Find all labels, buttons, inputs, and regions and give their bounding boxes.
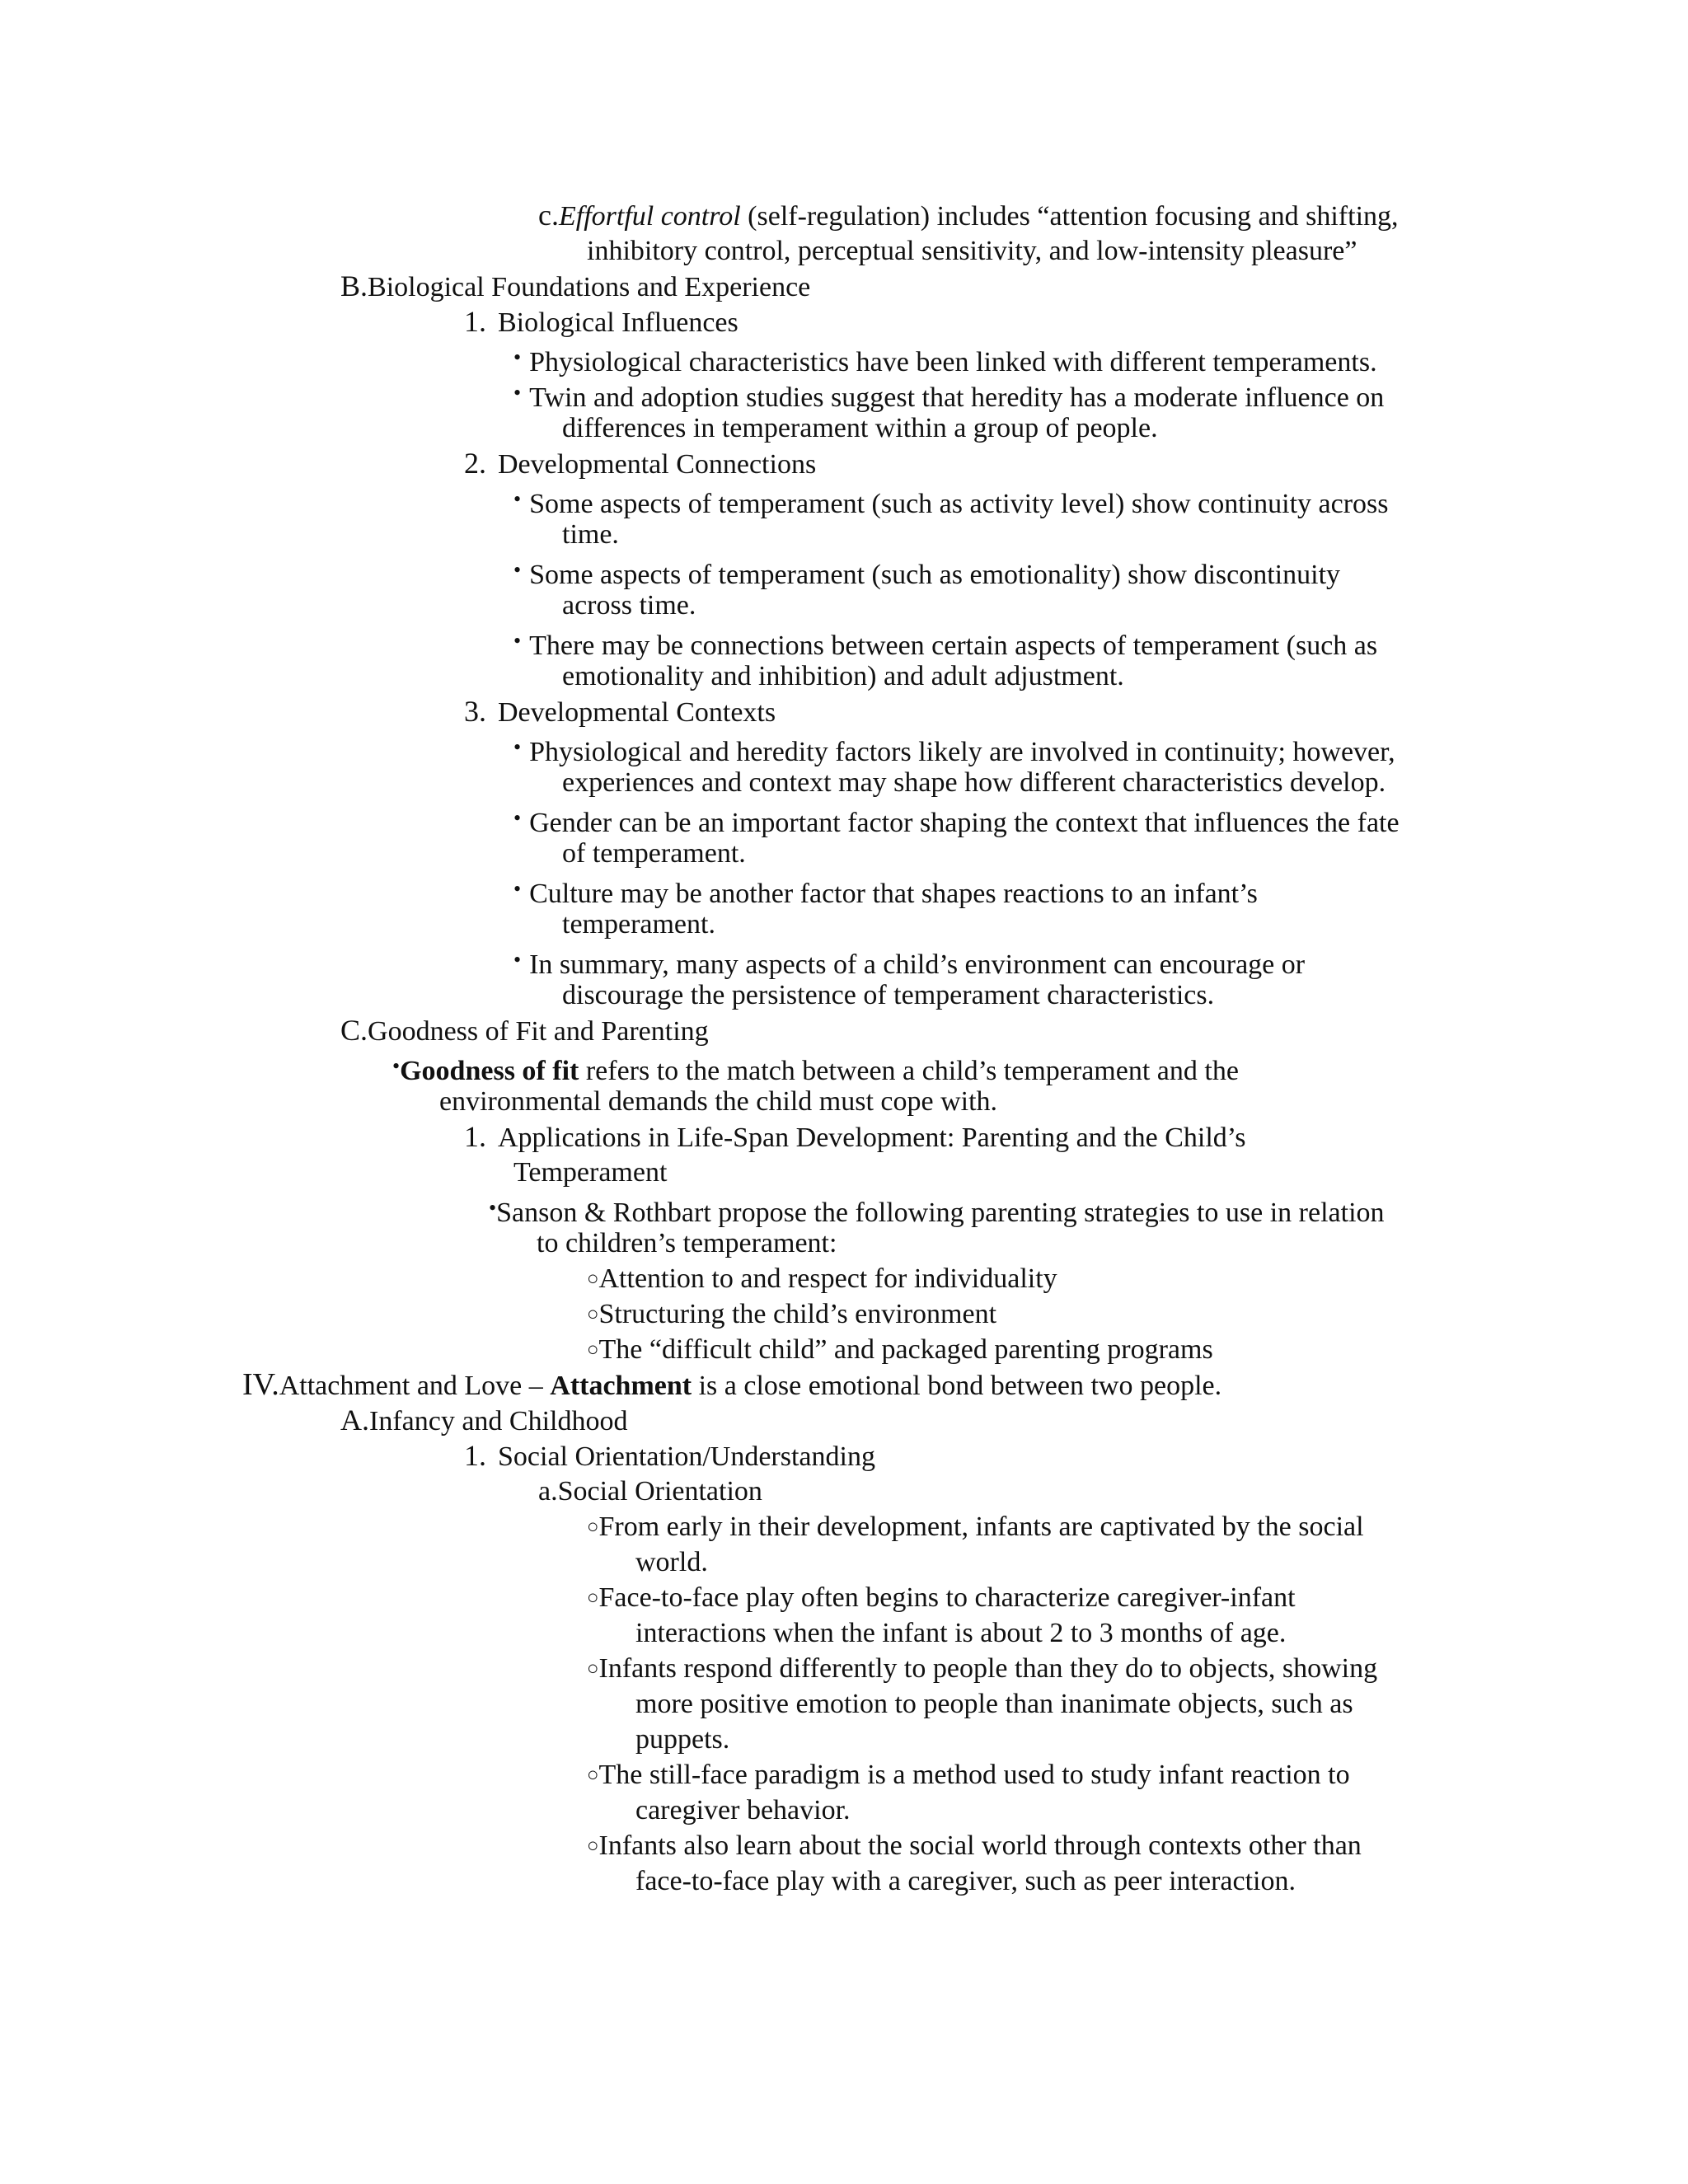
bullet-text: There may be connections between certain aspects of temperament (such as — [529, 630, 1378, 661]
outline-item-C1 — [464, 1119, 1245, 1155]
outline-heading: Biological Foundations and Experience — [368, 272, 811, 302]
circle-bullet-icon: ○ — [587, 1339, 599, 1361]
outline-heading: Biological Influences — [498, 307, 738, 338]
sub-bullet-item — [587, 1828, 1362, 1864]
circle-bullet-icon: ○ — [587, 1268, 599, 1290]
circle-bullet-icon: ○ — [587, 1765, 599, 1786]
circle-bullet-icon: ○ — [587, 1658, 599, 1680]
outline-item-B3 — [464, 694, 776, 730]
bullet-text: Sanson & Rothbart propose the following parenting strategies to use in relation — [496, 1197, 1385, 1228]
bullet-text: Gender can be an important factor shaping the context that influences the fate — [529, 808, 1400, 838]
bullet-text: Twin and adoption studies suggest that heredity has a moderate influence on — [529, 382, 1385, 413]
outline-continuation: of temperament. — [562, 838, 746, 869]
bullet-icon: • — [513, 735, 522, 759]
sub-bullet-item — [587, 1580, 1296, 1616]
outline-item-C — [340, 1013, 709, 1049]
outline-marker: a. — [538, 1476, 558, 1507]
sub-bullet-item — [587, 1651, 1377, 1687]
bullet-text: Physiological characteristics have been linked with different temperaments. — [529, 347, 1377, 377]
circle-bullet-icon: ○ — [587, 1516, 599, 1538]
outline-continuation: differences in temperament within a group of people. — [562, 413, 1158, 443]
sub-bullet-item — [587, 1296, 996, 1333]
outline-text: (self-regulation) includes “attention focusing and shifting, — [740, 201, 1399, 232]
outline-continuation: across time. — [562, 590, 696, 621]
outline-continuation: puppets. — [635, 1724, 730, 1755]
bullet-text: Attention to and respect for individuality — [598, 1263, 1057, 1294]
sub-bullet-item — [587, 1332, 1213, 1368]
outline-item-A1 — [464, 1438, 875, 1474]
bullet-item — [513, 942, 1305, 982]
bullet-icon: • — [513, 806, 522, 830]
bullet-icon: • — [513, 487, 522, 511]
bullet-text: Infants also learn about the social world through contexts other than — [598, 1830, 1362, 1861]
outline-continuation: Temperament — [513, 1157, 668, 1188]
outline-continuation: caregiver behavior. — [635, 1795, 851, 1825]
bullet-item — [513, 481, 1389, 522]
bullet-item — [513, 729, 1395, 770]
outline-item-A — [340, 1403, 628, 1439]
bullet-icon: • — [513, 558, 522, 582]
bullet-text: Structuring the child’s environment — [598, 1299, 997, 1329]
outline-continuation: face-to-face play with a caregiver, such as peer interaction. — [635, 1866, 1296, 1896]
outline-heading: Developmental Connections — [498, 449, 817, 480]
outline-marker: 1. — [464, 1439, 486, 1472]
bullet-item — [513, 552, 1340, 593]
bullet-icon: • — [513, 629, 522, 653]
circle-bullet-icon: ○ — [587, 1835, 599, 1857]
bullet-icon: • — [489, 1196, 497, 1220]
outline-heading: Goodness of Fit and Parenting — [368, 1016, 709, 1047]
outline-item-c — [538, 198, 1399, 234]
bullet-text: The “difficult child” and packaged parenting programs — [598, 1334, 1213, 1365]
outline-heading: Attachment and Love – — [279, 1371, 551, 1401]
bullet-text: Culture may be another factor that shapes reactions to an infant’s — [529, 879, 1258, 909]
bullet-icon: • — [513, 345, 522, 369]
outline-item-B — [340, 269, 810, 305]
bullet-item — [513, 871, 1258, 912]
outline-item-B1 — [464, 304, 738, 340]
outline-continuation: more positive emotion to people than inanimate objects, such as — [635, 1689, 1353, 1719]
outline-continuation: to children’s temperament: — [537, 1228, 837, 1258]
bullet-text: refers to the match between a child’s temperament and the — [579, 1056, 1239, 1086]
outline-marker: A. — [340, 1404, 369, 1436]
outline-heading: Infancy and Childhood — [369, 1406, 628, 1436]
term-goodness-of-fit: Goodness of fit — [400, 1056, 579, 1086]
outline-continuation: temperament. — [562, 909, 715, 940]
bullet-item — [489, 1190, 1385, 1230]
outline-heading: Social Orientation — [557, 1476, 762, 1507]
bullet-icon: • — [513, 877, 522, 901]
outline-marker: B. — [340, 269, 368, 302]
bullet-text: Some aspects of temperament (such as emotionality) show discontinuity — [529, 560, 1341, 590]
outline-continuation: discourage the persistence of temperament characteristics. — [562, 980, 1215, 1010]
outline-continuation: world. — [635, 1547, 708, 1577]
sub-bullet-item — [587, 1757, 1350, 1793]
bullet-text: In summary, many aspects of a child’s environment can encourage or — [529, 949, 1306, 980]
outline-heading: Applications in Life-Span Development: Parenting and the Child’s — [498, 1122, 1246, 1153]
bullet-icon: • — [513, 381, 522, 405]
outline-continuation: inhibitory control, perceptual sensitivity, and low-intensity pleasure” — [587, 236, 1357, 266]
term-attachment: Attachment — [550, 1371, 692, 1401]
outline-marker: 1. — [464, 1120, 486, 1153]
circle-bullet-icon: ○ — [587, 1304, 599, 1325]
bullet-text: Face-to-face play often begins to characterize caregiver-infant — [598, 1582, 1296, 1613]
outline-marker: 1. — [464, 305, 486, 338]
bullet-item — [513, 623, 1377, 663]
outline-continuation: interactions when the infant is about 2 to 3 months of age. — [635, 1618, 1287, 1648]
sub-bullet-item — [587, 1509, 1364, 1545]
sub-bullet-item — [587, 1261, 1057, 1297]
outline-item-a — [538, 1474, 762, 1509]
outline-continuation: environmental demands the child must cope with. — [439, 1086, 998, 1117]
bullet-item — [513, 375, 1384, 415]
outline-heading: Social Orientation/Understanding — [498, 1441, 875, 1472]
outline-marker: 3. — [464, 695, 486, 728]
term-effortful-control: Effortful control — [558, 201, 741, 232]
outline-continuation: time. — [562, 519, 619, 550]
bullet-icon: • — [392, 1054, 401, 1078]
outline-continuation: experiences and context may shape how different characteristics develop. — [562, 767, 1386, 798]
bullet-text: The still-face paradigm is a method used to study infant reaction to — [598, 1760, 1350, 1790]
outline-heading: Developmental Contexts — [498, 697, 776, 728]
bullet-item — [513, 340, 1377, 380]
bullet-text: Some aspects of temperament (such as activity level) show continuity across — [529, 489, 1389, 519]
bullet-text: Infants respond differently to people than they do to objects, showing — [598, 1653, 1378, 1684]
outline-marker: 2. — [464, 447, 486, 480]
bullet-text: From early in their development, infants are captivated by the social — [598, 1511, 1364, 1542]
outline-marker: c. — [538, 199, 559, 232]
outline-marker: C. — [340, 1014, 368, 1047]
bullet-text: Physiological and heredity factors likely are involved in continuity; however, — [529, 737, 1395, 767]
bullet-item — [513, 800, 1400, 841]
bullet-icon: • — [513, 948, 522, 972]
outline-marker: IV. — [242, 1367, 279, 1402]
outline-continuation: emotionality and inhibition) and adult adjustment. — [562, 661, 1124, 691]
outline-text: is a close emotional bond between two people. — [692, 1371, 1222, 1401]
outline-item-B2 — [464, 446, 816, 482]
circle-bullet-icon: ○ — [587, 1587, 599, 1609]
outline-item-IV — [242, 1367, 1221, 1404]
bullet-item — [392, 1048, 1239, 1089]
